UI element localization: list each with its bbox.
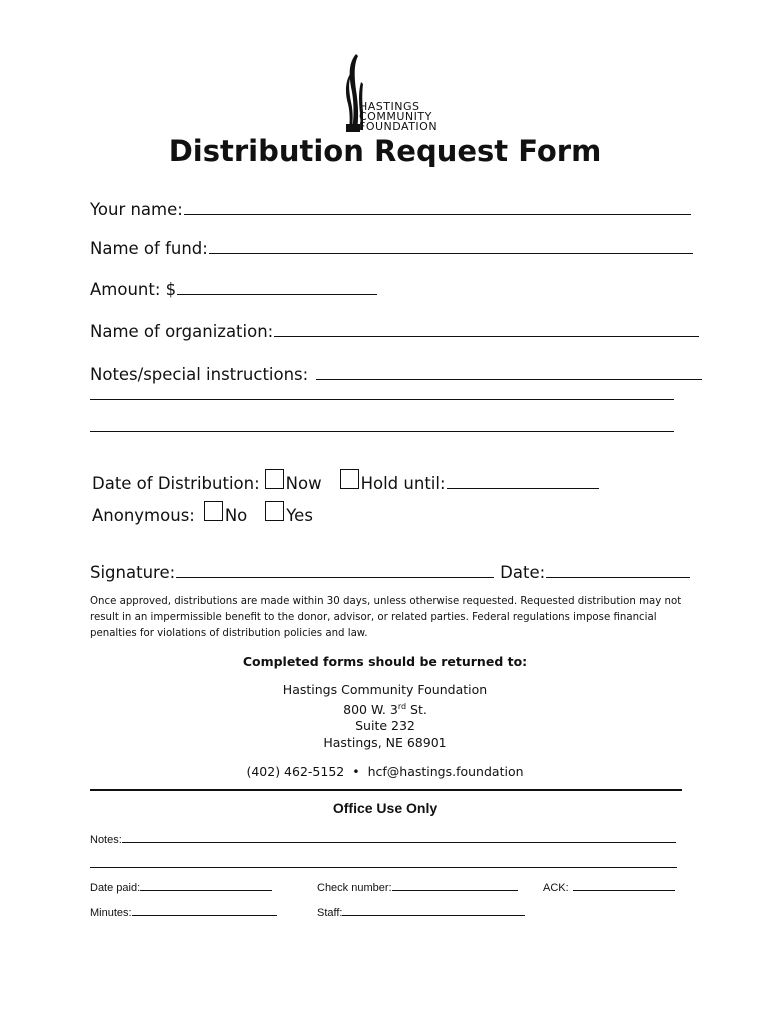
signature-label: Signature: [90,563,176,582]
logo-line-3: FOUNDATION [359,120,438,133]
address-city: Hastings, NE 68901 [323,734,447,750]
ack-field[interactable] [573,880,675,891]
address-street-number: 800 W. 3 [343,701,398,717]
now-checkbox[interactable] [265,469,284,489]
organization-row [90,322,699,341]
address-street-name: St. [406,701,427,717]
logo-wordmark [359,102,437,132]
amount-row [90,280,377,299]
minutes-row [90,905,277,919]
your-name-label: Your name: [90,200,183,219]
disclaimer-text: Once approved, distributions are made within 30 days, unless otherwise requested. Requested distribution may not result in an impermissible benefit to the donor, advisor, or related parties. Federal regulations impose financial penalties for violations of distribution policies and law. [90,596,682,639]
staff-row [317,905,525,919]
office-notes-field[interactable] [122,832,676,843]
your-name-field[interactable] [184,200,691,215]
signature-date-field[interactable] [546,563,690,578]
distribution-date-label: Date of Distribution: [92,474,260,493]
no-checkbox[interactable] [204,501,223,521]
notes-field[interactable] [316,365,702,380]
fund-name-label: Name of fund: [90,239,208,258]
hold-until-label: Hold until: [360,474,446,493]
check-number-field[interactable] [392,880,518,891]
minutes-label: Minutes: [90,907,132,919]
address-street [0,699,770,719]
logo-line-1: HASTINGS [359,100,420,113]
office-notes-row [90,832,676,846]
amount-field[interactable] [177,280,377,295]
anonymous-label: Anonymous: [92,506,195,525]
signature-row [90,563,690,582]
date-paid-row [90,880,272,894]
office-use-title: Office Use Only [332,800,438,816]
amount-label: Amount: $ [90,280,177,299]
notes-row [90,365,702,384]
anonymous-row [92,501,331,525]
fund-name-field[interactable] [209,239,693,254]
mailing-address [0,682,770,751]
return-heading: Completed forms should be returned to: [242,654,528,669]
signature-date-label: Date: [500,563,546,582]
option-yes[interactable] [265,501,313,525]
yes-checkbox[interactable] [265,501,284,521]
date-paid-field[interactable] [140,880,272,891]
fund-name-row [90,239,693,258]
option-no[interactable] [204,501,247,525]
option-now[interactable] [265,469,322,493]
notes-line-3[interactable] [90,431,674,432]
option-hold-until[interactable] [340,469,599,493]
contact-phone: (402) 462-5152 [246,764,345,779]
date-paid-label: Date paid: [90,882,141,894]
minutes-field[interactable] [132,905,277,916]
contact-line [0,764,770,779]
yes-label: Yes [286,506,313,525]
organization-label: Name of organization: [90,322,274,341]
signature-field[interactable] [176,563,494,578]
staff-label: Staff: [317,907,343,919]
logo-line-2: COMMUNITY [359,110,432,123]
form-title: Distribution Request Form [168,134,602,168]
ack-label: ACK: [543,882,569,894]
distribution-date-row [92,469,617,493]
section-divider [90,789,682,791]
address-org: Hastings Community Foundation [282,682,488,697]
ack-row [543,880,675,894]
organization-field[interactable] [274,322,699,337]
check-number-label: Check number: [317,882,392,894]
hold-until-field[interactable] [447,474,599,489]
no-label: No [224,506,248,525]
office-notes-row-2 [90,857,677,868]
staff-field[interactable] [342,905,525,916]
check-number-row [317,880,518,894]
notes-line-2[interactable] [90,399,674,400]
your-name-row [90,200,691,219]
address-suite: Suite 232 [355,718,415,734]
contact-email[interactable]: hcf@hastings.foundation [367,764,524,779]
notes-label: Notes/special instructions: [90,365,309,384]
hold-until-checkbox[interactable] [340,469,359,489]
now-label: Now [285,474,322,493]
office-notes-label: Notes: [90,834,122,846]
hastings-foundation-logo [340,52,450,134]
address-street-suffix: rd [397,701,407,711]
contact-separator: • [352,764,360,779]
office-notes-field-2[interactable] [90,857,677,868]
